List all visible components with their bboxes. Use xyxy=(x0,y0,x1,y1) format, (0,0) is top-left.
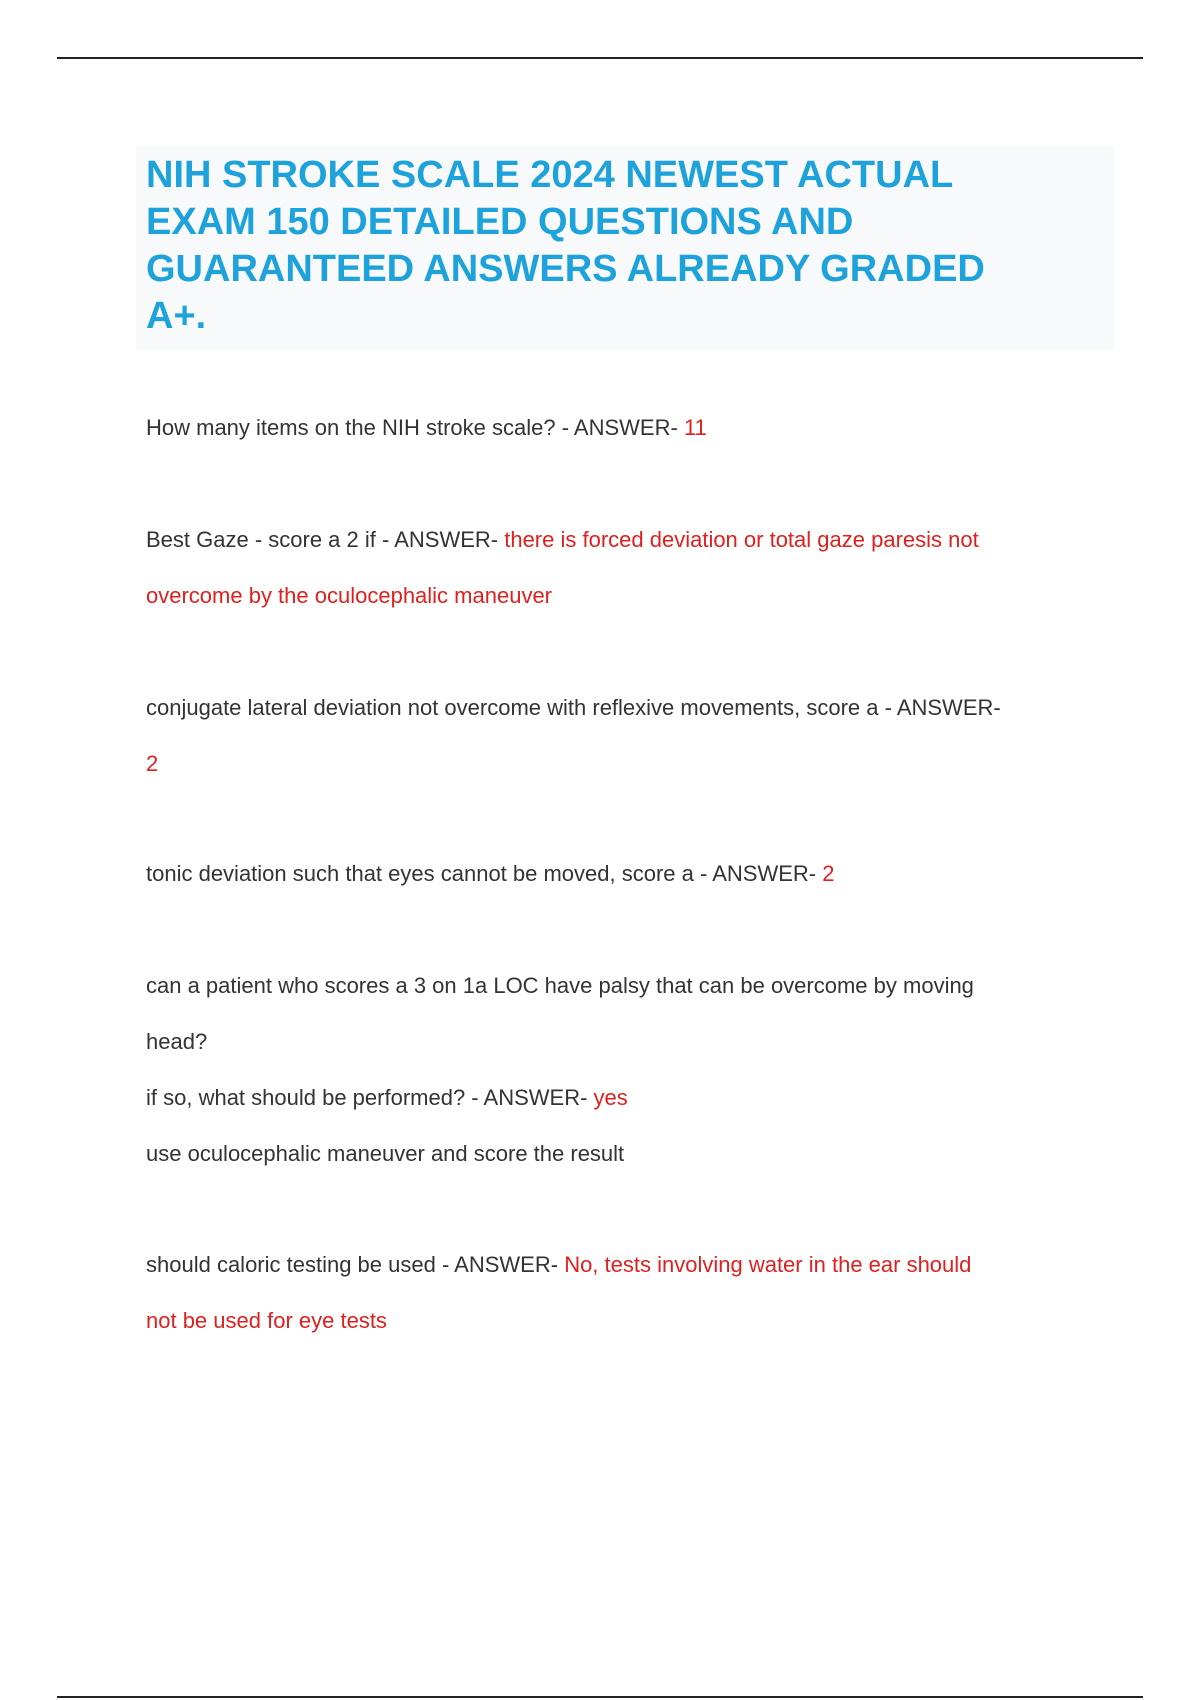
question-text: use oculocephalic maneuver and score the result xyxy=(146,1141,625,1166)
title-line: NIH STROKE SCALE 2024 NEWEST ACTUAL xyxy=(146,154,954,196)
answer-text: 2 xyxy=(146,751,159,776)
question-text: tonic deviation such that eyes cannot be moved, score a - ANSWER- xyxy=(146,861,823,886)
qa-line xyxy=(146,1070,1096,1126)
qa-item xyxy=(146,846,1096,902)
question-text: can a patient who scores a 3 on 1a LOC have palsy that can be overcome by moving xyxy=(146,973,974,998)
qa-line xyxy=(146,1126,1096,1182)
question-text: conjugate lateral deviation not overcome with reflexive movements, score a - ANSWER- xyxy=(146,695,1001,720)
answer-text: there is forced deviation or total gaze paresis not xyxy=(504,527,979,552)
qa-line xyxy=(146,846,1096,902)
qa-line xyxy=(146,958,1096,1014)
question-text: How many items on the NIH stroke scale? - ANSWER- xyxy=(146,415,684,440)
qa-line xyxy=(146,1237,1096,1293)
header-rule xyxy=(57,57,1143,59)
question-text: should caloric testing be used - ANSWER- xyxy=(146,1252,565,1277)
answer-text: No, tests involving water in the ear should xyxy=(564,1252,972,1277)
qa-item xyxy=(146,1237,1096,1349)
qa-item xyxy=(146,400,1096,456)
qa-line xyxy=(146,400,1096,456)
question-text: if so, what should be performed? - ANSWER- xyxy=(146,1085,594,1110)
document-title xyxy=(146,152,1104,340)
title-line: GUARANTEED ANSWERS ALREADY GRADED xyxy=(146,248,985,290)
qa-item xyxy=(146,958,1096,1182)
title-line: EXAM 150 DETAILED QUESTIONS AND xyxy=(146,201,854,243)
answer-text: overcome by the oculocephalic maneuver xyxy=(146,583,553,608)
answer-text: yes xyxy=(593,1085,628,1110)
qa-item xyxy=(146,512,1096,624)
qa-line xyxy=(146,1293,1096,1349)
qa-line xyxy=(146,568,1096,624)
qa-line xyxy=(146,512,1096,568)
qa-item xyxy=(146,680,1096,792)
answer-text: not be used for eye tests xyxy=(146,1308,387,1333)
question-text: head? xyxy=(146,1029,208,1054)
answer-text: 11 xyxy=(683,415,707,440)
qa-line xyxy=(146,680,1096,736)
title-box xyxy=(136,146,1114,350)
title-line: A+. xyxy=(146,295,207,337)
answer-text: 2 xyxy=(822,861,835,886)
qa-line xyxy=(146,736,1096,792)
question-text: Best Gaze - score a 2 if - ANSWER- xyxy=(146,527,505,552)
qa-line xyxy=(146,1014,1096,1070)
footer-rule xyxy=(57,1696,1143,1698)
